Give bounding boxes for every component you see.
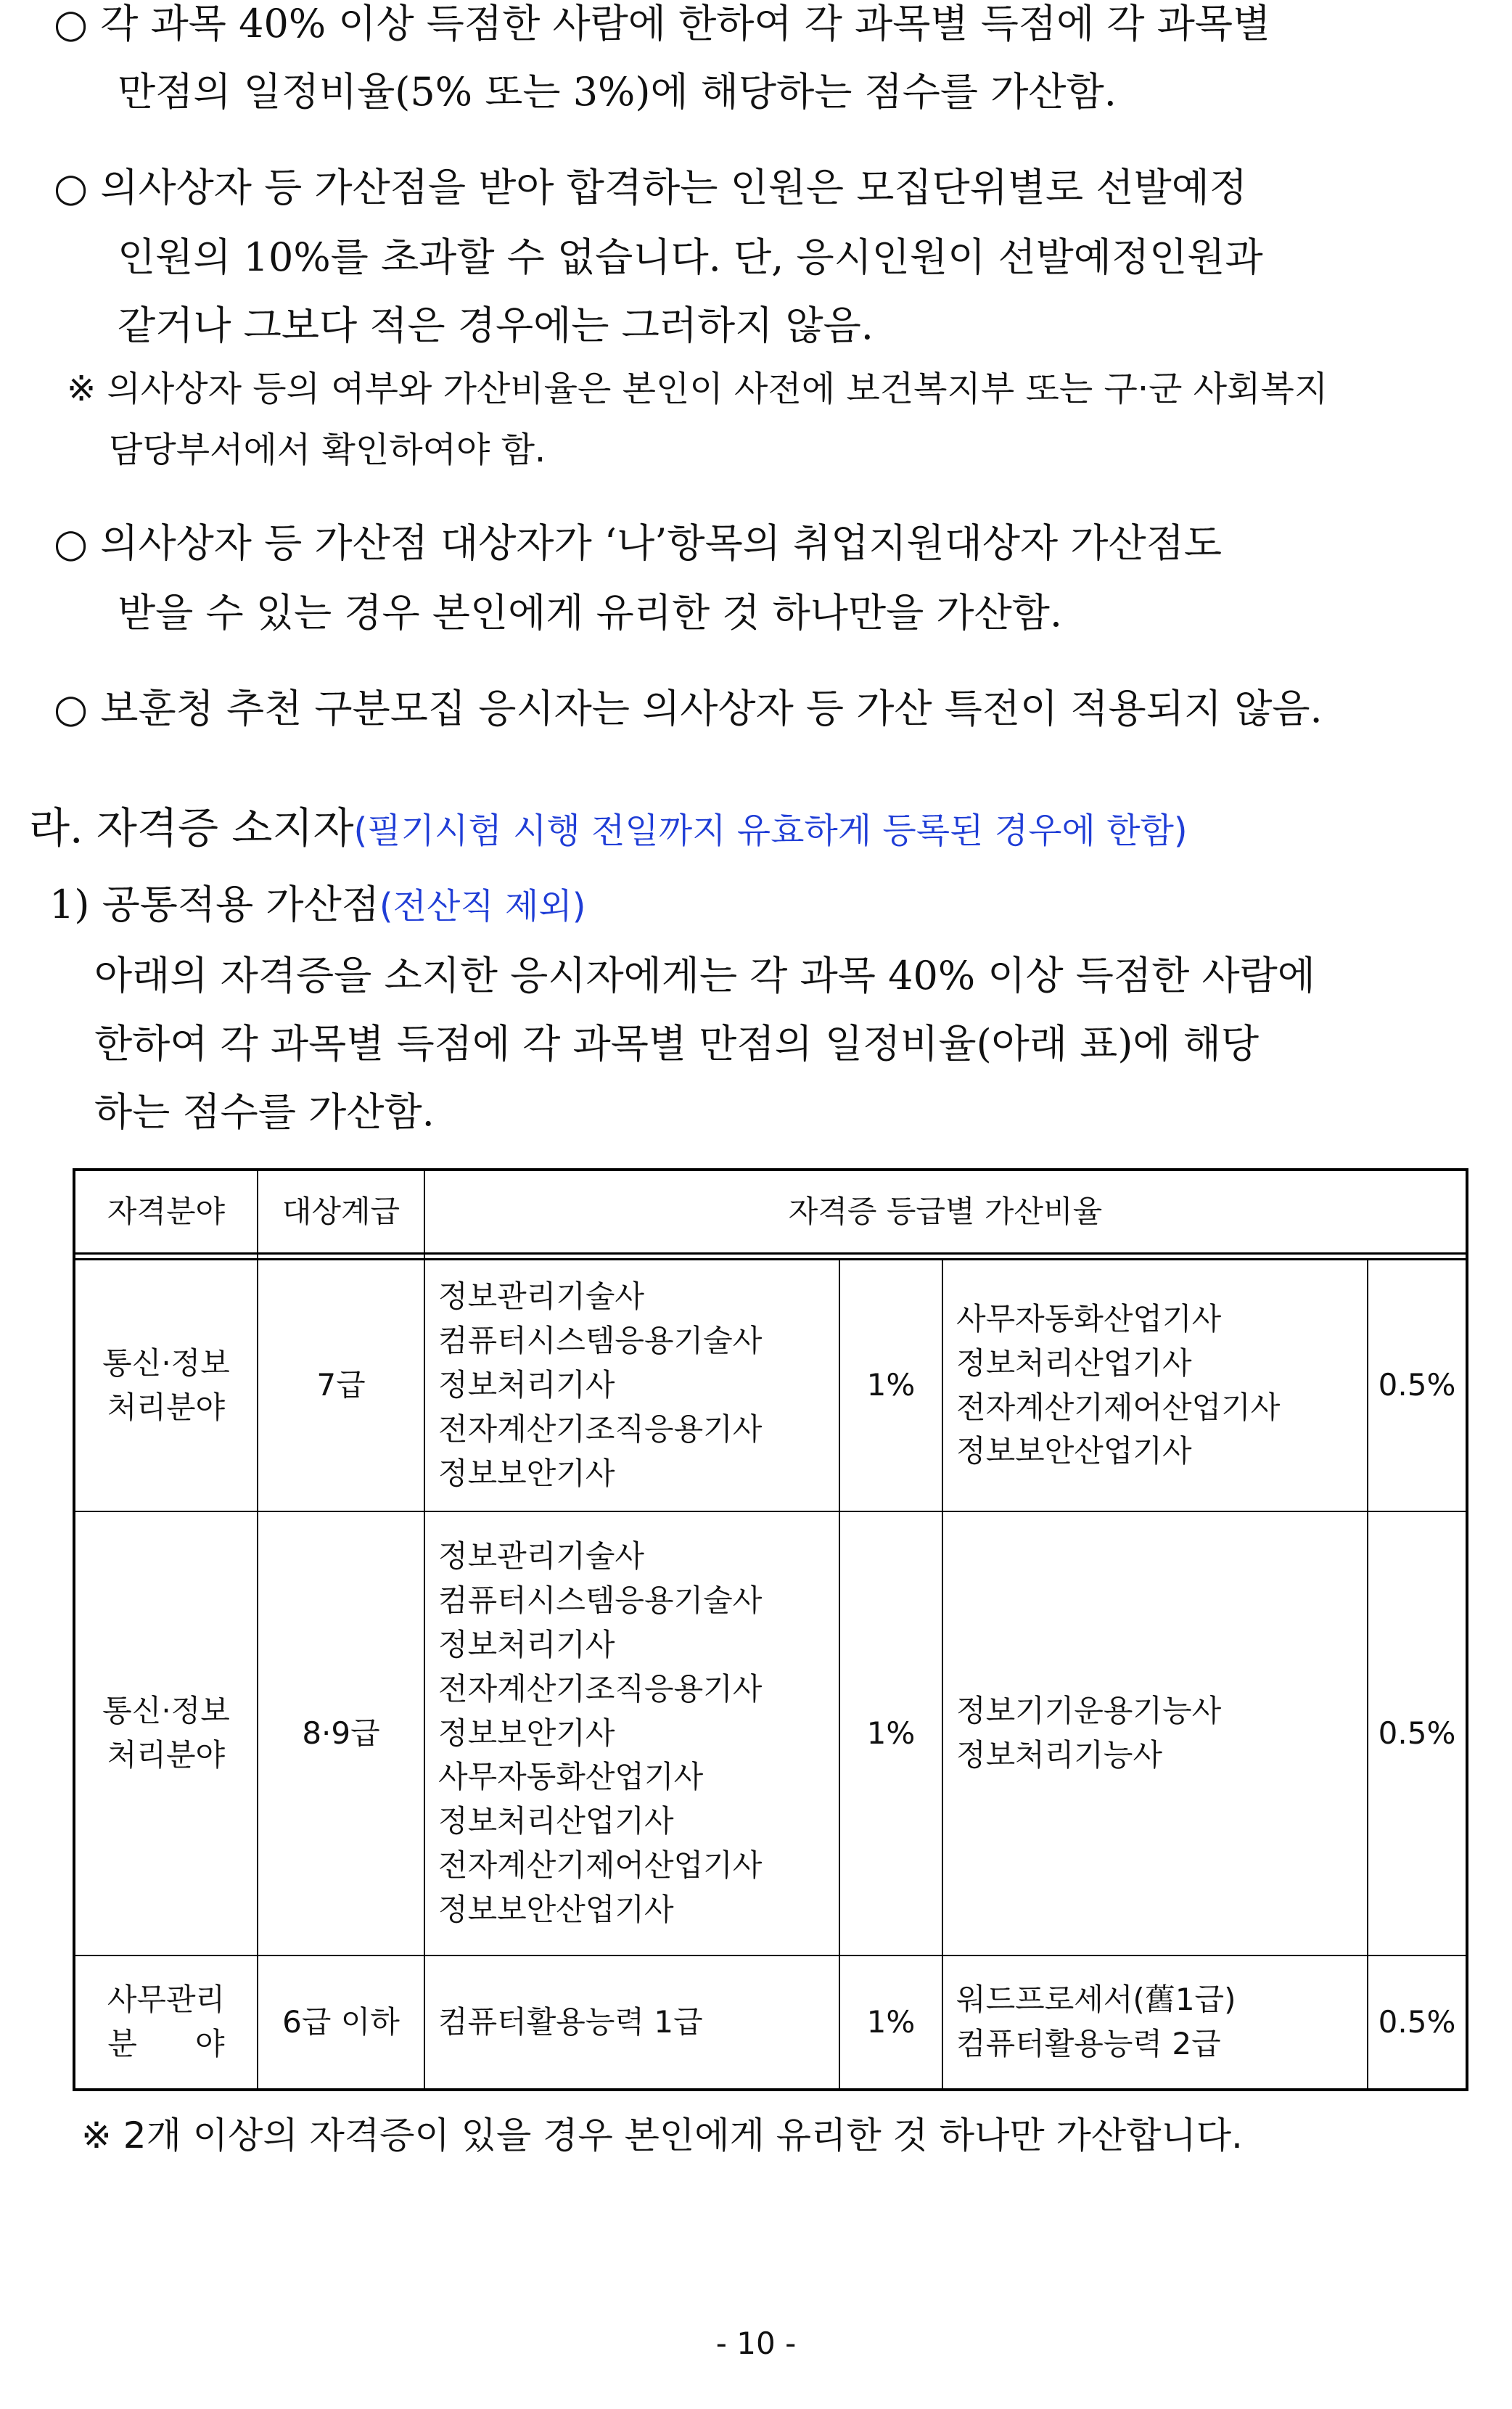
cert-item: 정보보안기사 <box>438 1715 615 1751</box>
cert-item: 워드프로세서(舊1급) <box>956 1982 1236 2018</box>
cert-list-b <box>943 1512 1367 1955</box>
note-line: 담당부서에서 확인하여야 함. <box>109 430 546 470</box>
rate-cell: 1% <box>866 1367 916 1403</box>
cert-item: 정보관리기술사 <box>438 1538 645 1574</box>
field-text: 사무관리 <box>107 1982 226 2018</box>
paragraph-line: ○ 각 과목 40% 이상 득점한 사람에 한하여 각 과목별 득점에 각 과목별 <box>54 1 1271 46</box>
cert-list-a <box>425 1956 839 2088</box>
section-title-note: (필기시험 시행 전일까지 유효하게 등록된 경우에 한함) <box>353 810 1188 851</box>
grade-cell: 6급 이하 <box>282 2003 400 2040</box>
field-cell <box>75 1512 257 1955</box>
certificate-table <box>73 1168 1468 2091</box>
rate-cell: 0.5% <box>1378 1715 1456 1751</box>
grade-cell: 7급 <box>316 1367 366 1403</box>
subsection-note: (전산직 제외) <box>379 886 586 927</box>
field-text: 통신·정보 <box>102 1693 230 1729</box>
cert-item: 컴퓨터활용능력 1급 <box>438 2003 703 2040</box>
header-rate: 자격증 등급별 가산비율 <box>788 1193 1103 1229</box>
paragraph-line: 만점의 일정비율(5% 또는 3%)에 해당하는 점수를 가산함. <box>118 69 1117 115</box>
cert-item: 정보처리기사 <box>438 1626 615 1662</box>
cert-item: 정보보안산업기사 <box>956 1433 1192 1469</box>
cert-item: 전자계산기조직응용기사 <box>438 1411 763 1447</box>
cert-item: 사무자동화산업기사 <box>438 1759 704 1795</box>
footnote: ※ 2개 이상의 자격증이 있을 경우 본인에게 유리한 것 하나만 가산합니다. <box>81 2114 1243 2156</box>
field-text: 처리분야 <box>107 1389 226 1425</box>
body-line: 한하여 각 과목별 득점에 각 과목별 만점의 일정비율(아래 표)에 해당 <box>94 1021 1260 1067</box>
cert-list-b <box>943 1260 1367 1511</box>
paragraph-line: ○ 의사상자 등 가산점 대상자가 ‘나’항목의 취업지원대상자 가산점도 <box>54 520 1223 566</box>
rate-cell: 0.5% <box>1378 1367 1456 1403</box>
subsection-heading <box>49 882 586 927</box>
cert-item: 정보처리산업기사 <box>438 1803 674 1839</box>
paragraph-line: 인원의 10%를 초과할 수 없습니다. 단, 응시인원이 선발예정인원과 <box>118 234 1263 280</box>
section-heading <box>29 803 1188 853</box>
paragraph-line: ○ 의사상자 등 가산점을 받아 합격하는 인원은 모집단위별로 선발예정 <box>54 165 1248 210</box>
field-text: 분 야 <box>107 2026 225 2061</box>
cert-item: 컴퓨터시스템응용기술사 <box>438 1582 763 1618</box>
note-line: ※ 의사상자 등의 여부와 가산비율은 본인이 사전에 보건복지부 또는 구·군 사회복지 <box>67 369 1328 409</box>
paragraph-line: ○ 보훈청 추천 구분모집 응시자는 의사상자 등 가산 특전이 적용되지 않음. <box>54 686 1323 731</box>
paragraph-line: 받을 수 있는 경우 본인에게 유리한 것 하나만을 가산함. <box>118 590 1063 636</box>
cert-item: 전자계산기제어산업기사 <box>956 1389 1281 1425</box>
header-field: 자격분야 <box>107 1193 226 1229</box>
cert-item: 정보처리산업기사 <box>956 1345 1192 1381</box>
field-text: 처리분야 <box>107 1737 226 1773</box>
section-title: 라. 자격증 소지자 <box>29 803 354 853</box>
cert-item: 전자계산기제어산업기사 <box>438 1847 763 1884</box>
cert-item: 컴퓨터활용능력 2급 <box>956 2026 1221 2061</box>
field-cell <box>75 1956 257 2088</box>
header-divider <box>75 1252 1466 1255</box>
cert-item: 컴퓨터시스템응용기술사 <box>438 1323 763 1359</box>
paragraph-line: 같거나 그보다 적은 경우에는 그러하지 않음. <box>118 303 874 348</box>
body-line: 아래의 자격증을 소지한 응시자에게는 각 과목 40% 이상 득점한 사람에 <box>94 953 1315 998</box>
body-line: 하는 점수를 가산함. <box>94 1089 435 1135</box>
cert-item: 정보처리기사 <box>438 1367 615 1403</box>
rate-cell: 1% <box>866 1715 916 1751</box>
header-grade: 대상계급 <box>282 1193 400 1229</box>
grade-cell: 8·9급 <box>302 1715 380 1751</box>
cert-list-a <box>425 1512 839 1955</box>
cert-item: 전자계산기조직응용기사 <box>438 1670 763 1707</box>
cert-item: 정보처리기능사 <box>956 1737 1163 1773</box>
rate-cell: 0.5% <box>1378 2003 1456 2040</box>
field-cell <box>75 1260 257 1511</box>
page-number: - 10 - <box>715 2326 797 2361</box>
cert-item: 정보관리기술사 <box>438 1279 645 1315</box>
subsection-title: 1) 공통적용 가산점 <box>49 882 379 927</box>
cert-list-a <box>425 1260 839 1511</box>
rate-cell: 1% <box>866 2003 916 2040</box>
cert-item: 정보보안산업기사 <box>438 1892 674 1928</box>
field-text: 통신·정보 <box>102 1345 230 1381</box>
cert-item: 정보기기운용기능사 <box>956 1693 1222 1729</box>
cert-item: 정보보안기사 <box>438 1455 615 1491</box>
cert-list-b <box>943 1956 1367 2088</box>
cert-item: 사무자동화산업기사 <box>956 1300 1222 1337</box>
